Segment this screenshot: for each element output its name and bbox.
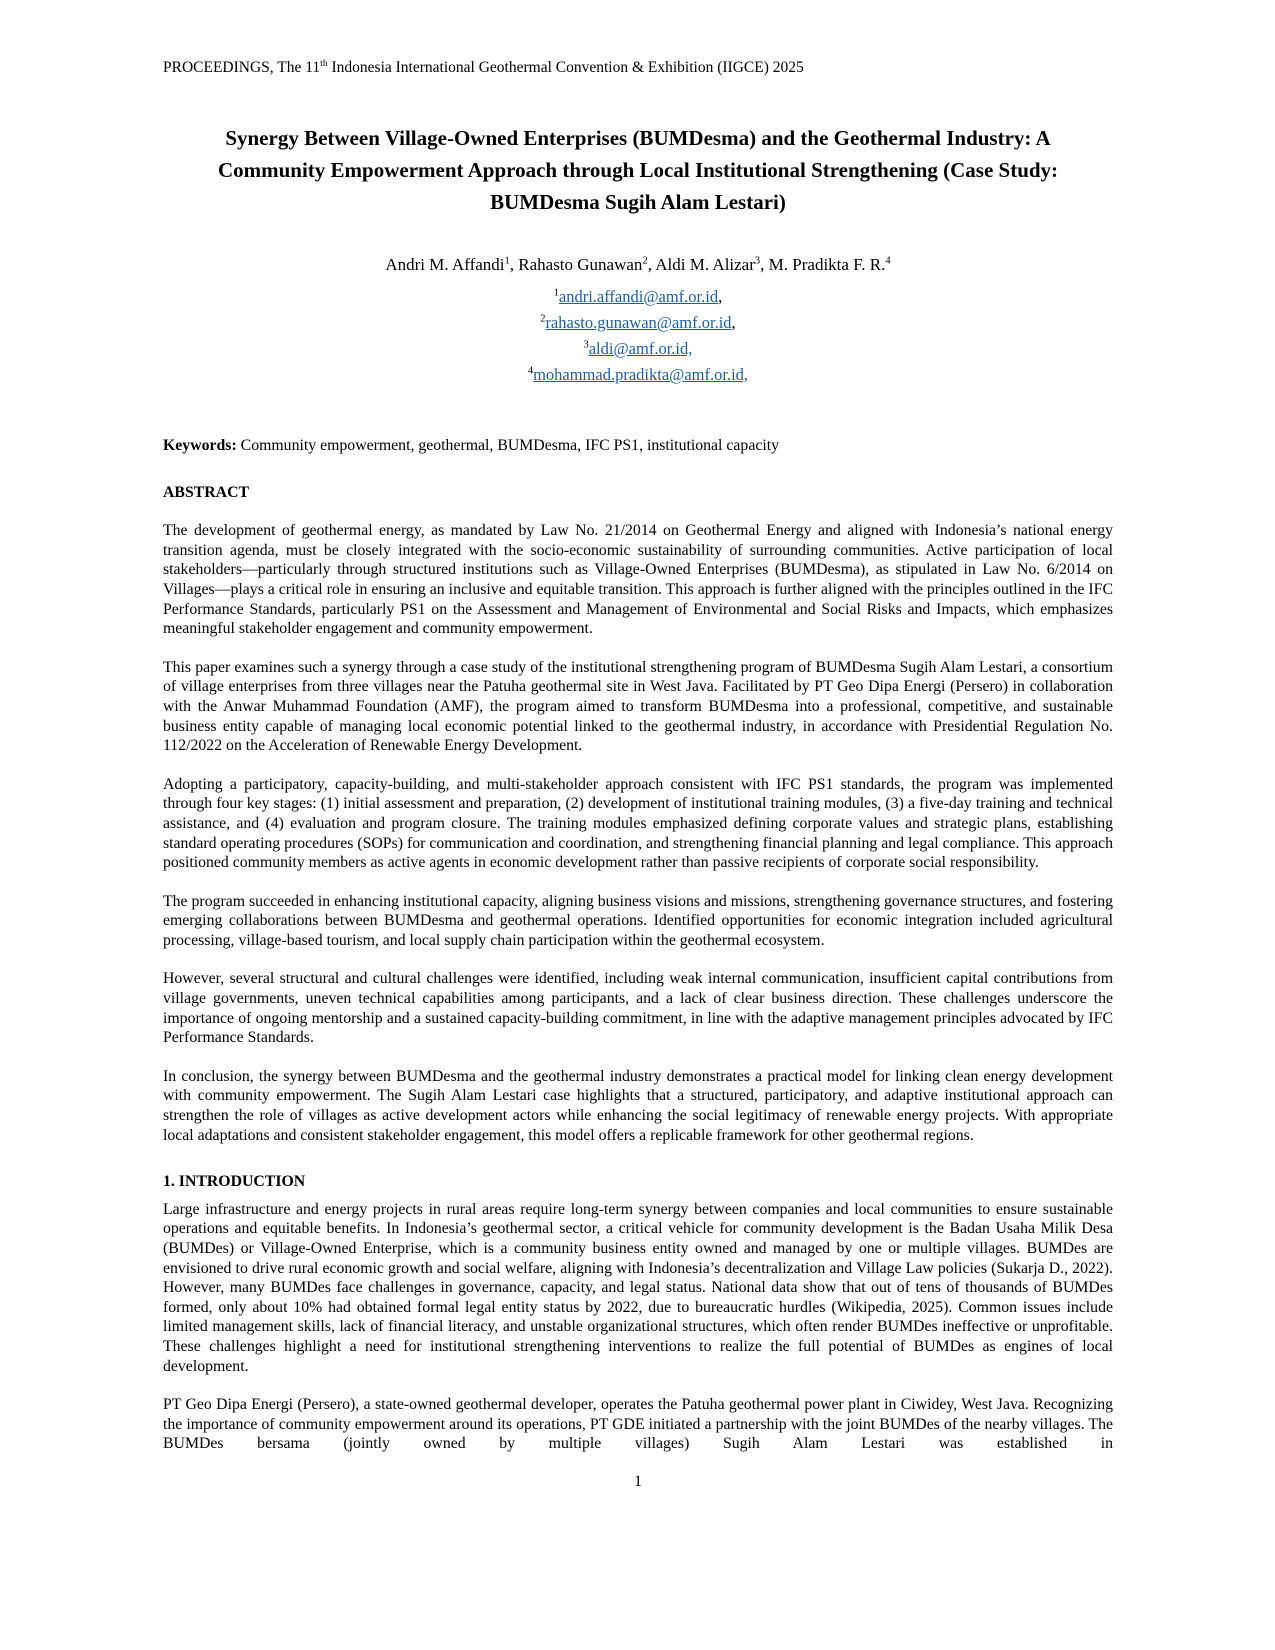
author-2-affiliation-mark: 2 [642,255,648,267]
abstract-paragraph-6: In conclusion, the synergy between BUMDesma and the geothermal industry demonstrates a practical model for linking clean energy development with community empowerment. The Sugih Alam Lestari case highlights that a structured, participatory, and adaptive institutional approach can strengthen the role of villages as active development actors while enhancing the social legitimacy of renewable energy projects. With appropriate local adaptations and consistent stakeholder engagement, this model offers a replicable framework for other geothermal regions. [163,1067,1113,1144]
author-1-name: Andri M. Affandi [385,255,505,274]
running-header-ordinal: th [320,57,328,69]
abstract-heading: ABSTRACT [163,483,250,501]
email-link-1[interactable]: andri.affandi@amf.or.id [558,287,719,306]
page-number: 1 [634,1472,642,1490]
author-4 [760,255,890,274]
running-header-prefix: PROCEEDINGS, The 11 [163,59,321,76]
email-2-mark: 2 [540,313,546,325]
keywords-label: Keywords: [163,437,237,454]
author-2-name: , Rahasto Gunawan [509,255,643,274]
email-block [163,284,1113,388]
abstract-paragraph-4: The program succeeded in enhancing institutional capacity, aligning business visions and missions, strengthening governance structures, and fostering emerging collaborations between BUMDesma and geothermal operations. Identified opportunities for economic integration included agricultural processing, village-based tourism, and local supply chain participation within the geothermal ecosystem. [163,892,1113,949]
introduction-paragraph-1: Large infrastructure and energy projects in rural areas require long-term synergy between companies and local communities to ensure sustainable operations and equitable benefits. In Indonesia’s geothermal sector, a critical vehicle for community development is the Badan Usaha Milik Desa (BUMDes) or Village-Owned Enterprise, which is a community business entity owned and managed by one or multiple villages. BUMDes are envisioned to drive rural economic growth and social welfare, aligning with Indonesia’s decentralization and Village Law policies (Sukarja D., 2022). However, many BUMDes face challenges in governance, capacity, and legal status. National data show that out of tens of thousands of BUMDes formed, only about 10% had obtained formal legal entity status by 2022, due to bureaucratic hurdles (Wikipedia, 2025). Common issues include limited management skills, lack of financial literacy, and unstable organizational structures, which often render BUMDes ineffective or unprofitable. These challenges highlight a need for institutional strengthening interventions to realize the full potential of BUMDes as engines of local development. [163,1200,1113,1375]
keywords-line [163,436,1113,456]
author-3-name: , Aldi M. Alizar [647,255,755,274]
email-line-4 [163,362,1113,388]
running-header [163,58,1113,78]
email-link-4[interactable]: mohammad.pradikta@amf.or.id, [533,365,749,384]
email-line-2 [163,310,1113,336]
author-2 [510,255,648,274]
author-1-affiliation-mark: 1 [504,255,510,267]
email-1-separator: , [718,287,723,306]
abstract-paragraph-1: The development of geothermal energy, as mandated by Law No. 21/2014 on Geothermal Energy and aligned with Indonesia’s national energy transition agenda, must be closely integrated with the socio-economic sustainability of surrounding communities. Active participation of local stakeholders—particularly through structured institutions such as Village-Owned Enterprises (BUMDesma), as stipulated in Law No. 6/2014 on Villages—plays a critical role in ensuring an inclusive and equitable transition. This approach is further aligned with the principles outlined in the IFC Performance Standards, particularly PS1 on the Assessment and Management of Environmental and Social Risks and Impacts, which emphasizes meaningful stakeholder engagement and community empowerment. [163,522,1113,638]
email-4-mark: 4 [527,365,534,377]
email-line-3 [163,336,1113,362]
author-4-affiliation-mark: 4 [885,255,891,267]
author-3 [648,255,760,274]
email-1-mark: 1 [553,287,559,299]
introduction-heading: 1. INTRODUCTION [163,1173,306,1191]
author-3-affiliation-mark: 3 [754,255,761,267]
email-3-mark: 3 [583,339,589,351]
abstract-paragraph-2: This paper examines such a synergy through a case study of the institutional strengthening program of BUMDesma Sugih Alam Lestari, a consortium of village enterprises from three villages near the Patuha geothermal site in West Java. Facilitated by PT Geo Dipa Energi (Persero) in collaboration with the Anwar Muhammad Foundation (AMF), the program aimed to transform BUMDesma into a professional, competitive, and sustainable business entity capable of managing local economic potential linked to the geothermal industry, in accordance with Presidential Regulation No. 112/2022 on the Acceleration of Renewable Energy Development. [163,658,1113,755]
abstract-paragraph-5: However, several structural and cultural challenges were identified, including weak internal communication, insufficient capital contributions from village governments, uneven technical capabilities among participants, and a lack of clear business direction. These challenges underscore the importance of ongoing mentorship and a sustained capacity-building commitment, in line with the adaptive management principles advocated by IFC Performance Standards. [163,970,1113,1047]
email-link-2[interactable]: rahasto.gunawan@amf.or.id [545,313,732,332]
author-1 [385,255,509,274]
running-header-suffix: Indonesia International Geothermal Convention & Exhibition (IIGCE) 2025 [327,59,804,76]
introduction-paragraph-2: PT Geo Dipa Energi (Persero), a state-owned geothermal developer, operates the Patuha geothermal power plant in Ciwidey, West Java. Recognizing the importance of community empowerment around its operations, PT GDE initiated a partnership with the joint BUMDes of the nearby villages. The BUMDes bersama (jointly owned by multiple villages) Sugih Alam Lestari was established in [163,1396,1113,1453]
email-link-3[interactable]: aldi@amf.or.id, [588,339,693,358]
email-2-separator: , [731,313,736,332]
keywords-text: Community empowerment, geothermal, BUMDesma, IFC PS1, institutional capacity [240,437,780,454]
email-line-1 [163,284,1113,310]
abstract-paragraph-3: Adopting a participatory, capacity-building, and multi-stakeholder approach consistent with IFC PS1 standards, the program was implemented through four key stages: (1) initial assessment and preparation, (2) development of institutional training modules, (3) a five-day training and technical assistance, and (4) evaluation and program closure. The training modules emphasized defining corporate values and strategic plans, establishing standard operating procedures (SOPs) for communication and coordination, and strengthening financial planning and legal compliance. This approach positioned community members as active agents in economic development rather than passive recipients of corporate social responsibility. [163,775,1113,872]
author-4-name: , M. Pradikta F. R. [760,255,886,274]
author-line [163,254,1113,276]
paper-title: Synergy Between Village-Owned Enterprises (BUMDesma) and the Geothermal Industry: A Community Empowerment Approach through Local Institutional Strengthening (Case Study: BUMDesma Sugih Alam Lestari) [217,126,1059,214]
